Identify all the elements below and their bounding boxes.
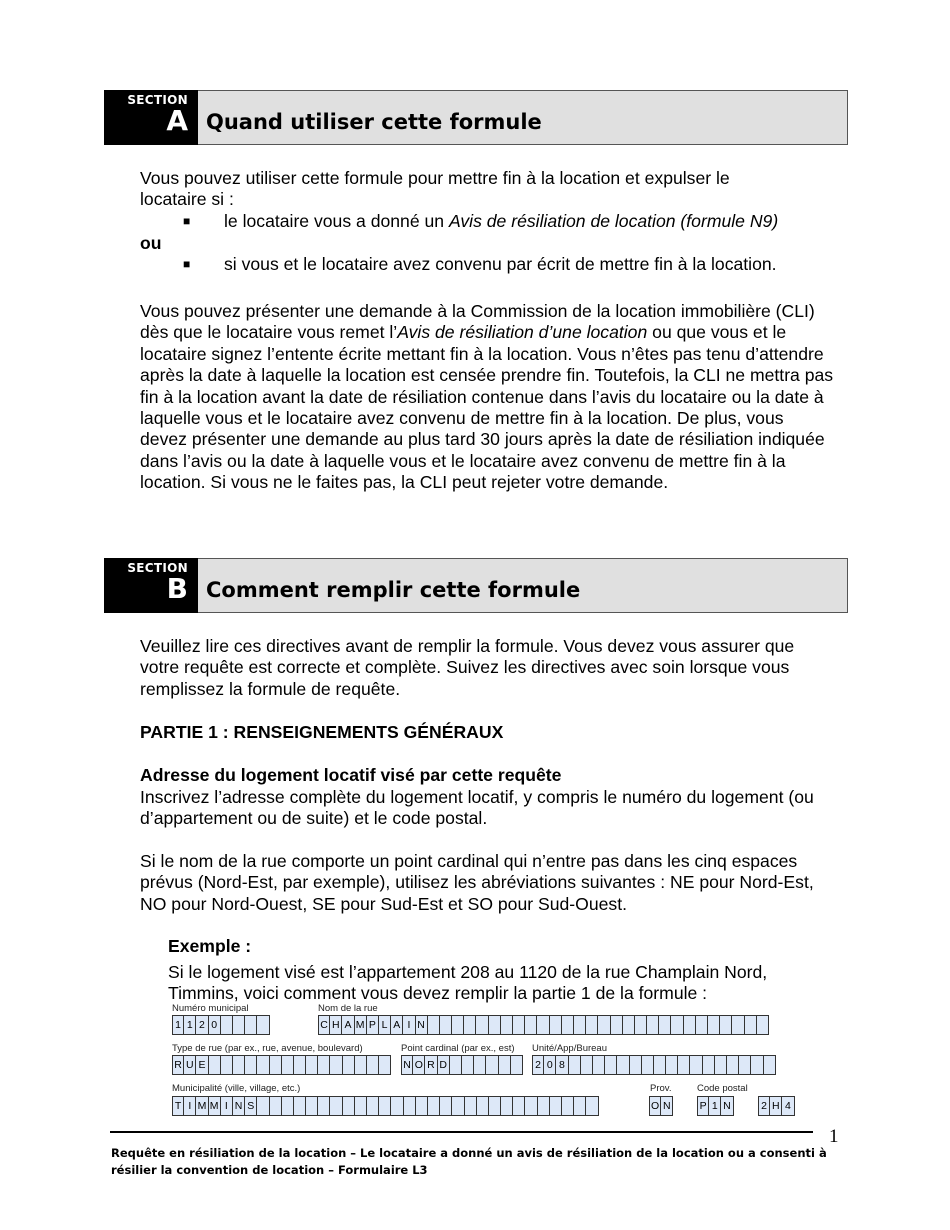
- direction-boxes: [401, 1055, 523, 1075]
- form-box: [257, 1096, 269, 1116]
- form-box: [440, 1096, 452, 1116]
- form-box: [642, 1055, 654, 1075]
- form-box: [569, 1055, 581, 1075]
- form-box: S: [245, 1096, 257, 1116]
- section-b-intro: Veuillez lire ces directives avant de remplir la formule. Vous devez vous assurer que votre requête est correcte et complète. Suivez les directives avec soin lorsque vous remplissez la formule de requête.: [140, 636, 795, 699]
- form-box: [574, 1096, 586, 1116]
- form-box: [499, 1055, 511, 1075]
- form-box: [282, 1055, 294, 1075]
- civic-number-boxes: [172, 1015, 270, 1035]
- label-street-type: Type de rue (par ex., rue, avenue, boulevard): [172, 1043, 363, 1054]
- intro-line-1: Vous pouvez utiliser cette formule pour mettre fin à la location et expulser le: [140, 168, 730, 188]
- form-box: H: [330, 1015, 342, 1035]
- form-box: [617, 1055, 629, 1075]
- street-name-boxes: [318, 1015, 769, 1035]
- form-box: P: [367, 1015, 379, 1035]
- unit-boxes: [532, 1055, 776, 1075]
- form-box: N: [721, 1096, 733, 1116]
- label-unit: Unité/App/Bureau: [532, 1043, 607, 1054]
- form-box: [593, 1055, 605, 1075]
- form-box: [678, 1055, 690, 1075]
- form-box: [464, 1015, 476, 1035]
- form-box: [586, 1015, 598, 1035]
- form-box: [404, 1096, 416, 1116]
- form-box: [690, 1055, 702, 1075]
- form-box: I: [403, 1015, 415, 1035]
- form-box: [294, 1096, 306, 1116]
- form-box: [221, 1055, 233, 1075]
- section-a-letter: A: [166, 104, 188, 137]
- form-box: [245, 1015, 257, 1035]
- form-box: [379, 1055, 391, 1075]
- form-box: [562, 1096, 574, 1116]
- form-box: O: [413, 1055, 425, 1075]
- form-box: O: [649, 1096, 661, 1116]
- form-box: [550, 1096, 562, 1116]
- label-province: Prov.: [650, 1083, 672, 1094]
- form-box: [233, 1055, 245, 1075]
- form-box: [739, 1055, 751, 1075]
- form-box: [452, 1096, 464, 1116]
- form-box: [647, 1015, 659, 1035]
- section-b-badge: [104, 558, 198, 613]
- form-box: [343, 1055, 355, 1075]
- form-box: [489, 1096, 501, 1116]
- form-box: [696, 1015, 708, 1035]
- label-direction: Point cardinal (par ex., est): [401, 1043, 515, 1054]
- form-box: T: [172, 1096, 184, 1116]
- form-box: 1: [184, 1015, 196, 1035]
- form-box: [440, 1015, 452, 1035]
- form-box: [257, 1055, 269, 1075]
- section-b-letter: B: [166, 572, 188, 605]
- form-box: 4: [782, 1096, 794, 1116]
- form-box: [486, 1055, 498, 1075]
- bullet-square-icon: ■: [183, 214, 191, 228]
- province-boxes: [649, 1096, 673, 1116]
- intro-line-2: locataire si :: [140, 189, 234, 210]
- form-box: N: [401, 1055, 413, 1075]
- form-box: [708, 1015, 720, 1035]
- part1-heading: PARTIE 1 : RENSEIGNEMENTS GÉNÉRAUX: [140, 722, 504, 742]
- bullet-square-icon: ■: [183, 257, 191, 271]
- form-box: [605, 1055, 617, 1075]
- form-box: [537, 1015, 549, 1035]
- address-text: Inscrivez l’adresse complète du logement locatif, y compris le numéro du logement (ou d’appartement ou de suite) et le code postal.: [140, 787, 814, 829]
- form-box: [465, 1096, 477, 1116]
- form-box: D: [438, 1055, 450, 1075]
- form-box: [671, 1015, 683, 1035]
- form-box: [525, 1096, 537, 1116]
- cardinal-text: Si le nom de la rue comporte un point cardinal qui n’entre pas dans les cinq espaces prévus (Nord-Est, par exemple), utilisez les abréviations suivantes : NE pour Nord-Est, NO pour Nord-Ouest, SE pour Sud-Est et SO pour Sud-Ouest.: [140, 851, 814, 914]
- form-box: [306, 1096, 318, 1116]
- para2-post: ou que vous et le locataire signez l’entente écrite mettant fin à la location. Vous n’êtes pas tenu d’attendre après la date à laquelle la location est censée prendre fin. Toutefois, la CLI ne mettra pas fin à la location avant la date de résiliation contenue dans l’avis du locataire ou la date à laquelle vous et le locataire avez convenu de mettre fin à la location. De plus, vous devez présenter une demande au plus tard 30 jours après la date de résiliation indiquée dans l’avis ou la date à laquelle vous et le locataire avez convenu de mettre fin à la location. Si vous ne le faites pas, la CLI peut rejeter votre demande.: [140, 322, 834, 493]
- form-box: [574, 1015, 586, 1035]
- form-box: [462, 1055, 474, 1075]
- form-box: M: [209, 1096, 221, 1116]
- form-box: H: [770, 1096, 782, 1116]
- form-box: [476, 1015, 488, 1035]
- form-box: [306, 1055, 318, 1075]
- postal-code-boxes-a: [697, 1096, 734, 1116]
- or-word: ou: [140, 233, 162, 253]
- form-box: P: [697, 1096, 709, 1116]
- form-box: [727, 1055, 739, 1075]
- form-box: [703, 1055, 715, 1075]
- form-box: [513, 1015, 525, 1035]
- section-a-label: SECTION: [127, 93, 188, 107]
- form-box: R: [425, 1055, 437, 1075]
- form-box: M: [355, 1015, 367, 1035]
- section-a-badge: [104, 90, 198, 145]
- form-box: [611, 1015, 623, 1035]
- form-box: [330, 1055, 342, 1075]
- label-postal-code: Code postal: [697, 1083, 748, 1094]
- form-box: A: [342, 1015, 354, 1035]
- form-box: [550, 1015, 562, 1035]
- form-box: [257, 1015, 269, 1035]
- form-box: [270, 1055, 282, 1075]
- form-box: [318, 1055, 330, 1075]
- address-heading: Adresse du logement locatif visé par cette requête: [140, 765, 562, 785]
- form-box: [659, 1015, 671, 1035]
- form-box: [270, 1096, 282, 1116]
- form-box: E: [196, 1055, 208, 1075]
- form-box: [732, 1015, 744, 1035]
- form-box: [635, 1015, 647, 1035]
- form-box: [450, 1055, 462, 1075]
- form-box: I: [184, 1096, 196, 1116]
- form-box: [294, 1055, 306, 1075]
- form-box: [428, 1096, 440, 1116]
- section-a-paragraph: [140, 301, 835, 494]
- form-box: [477, 1096, 489, 1116]
- form-box: [757, 1015, 769, 1035]
- form-box: 2: [532, 1055, 544, 1075]
- form-box: 1: [709, 1096, 721, 1116]
- form-box: [282, 1096, 294, 1116]
- form-box: [501, 1096, 513, 1116]
- section-b-label: SECTION: [127, 561, 188, 575]
- form-box: [501, 1015, 513, 1035]
- form-box: 8: [556, 1055, 568, 1075]
- form-box: 1: [172, 1015, 184, 1035]
- form-box: M: [196, 1096, 208, 1116]
- label-municipality: Municipalité (ville, village, etc.): [172, 1083, 301, 1094]
- section-a-header: [104, 90, 848, 145]
- form-box: N: [661, 1096, 673, 1116]
- label-street-name: Nom de la rue: [318, 1003, 378, 1014]
- bullet-item-1: [224, 211, 778, 232]
- form-box: [598, 1015, 610, 1035]
- form-box: [209, 1055, 221, 1075]
- form-box: [452, 1015, 464, 1035]
- form-box: [525, 1015, 537, 1035]
- section-a-intro: [140, 168, 840, 211]
- form-box: 0: [544, 1055, 556, 1075]
- para2-italic: Avis de résiliation d’une location: [397, 322, 648, 343]
- form-box: N: [233, 1096, 245, 1116]
- label-civic-number: Numéro municipal: [172, 1003, 249, 1014]
- form-box: [511, 1055, 523, 1075]
- form-box: [245, 1055, 257, 1075]
- footer-text: Requête en résiliation de la location – Le locataire a donné un avis de résiliation de la location ou a consenti à résilier la convention de location – Formulaire L3: [111, 1146, 827, 1177]
- para2-pre: Vous pouvez présenter une demande à la Commission de la location immobilière (CLI) dès que le locataire vous remet l’: [140, 301, 815, 343]
- form-box: [221, 1015, 233, 1035]
- form-box: C: [318, 1015, 330, 1035]
- section-b-header: [104, 558, 848, 613]
- municipality-boxes: [172, 1096, 599, 1116]
- form-box: [751, 1055, 763, 1075]
- form-box: [720, 1015, 732, 1035]
- form-box: [355, 1055, 367, 1075]
- form-box: [745, 1015, 757, 1035]
- form-box: [379, 1096, 391, 1116]
- footer-divider: [110, 1131, 813, 1133]
- example-heading: Exemple :: [168, 936, 252, 956]
- street-type-boxes: [172, 1055, 391, 1075]
- form-box: [513, 1096, 525, 1116]
- form-box: [630, 1055, 642, 1075]
- form-box: I: [221, 1096, 233, 1116]
- form-box: [343, 1096, 355, 1116]
- form-box: [581, 1055, 593, 1075]
- form-box: [474, 1055, 486, 1075]
- example-text: Si le logement visé est l’appartement 208 au 1120 de la rue Champlain Nord, Timmins, voici comment vous devez remplir la partie 1 de la formule :: [168, 962, 768, 1004]
- form-box: [562, 1015, 574, 1035]
- form-box: R: [172, 1055, 184, 1075]
- form-box: 2: [758, 1096, 770, 1116]
- form-box: [355, 1096, 367, 1116]
- form-box: [538, 1096, 550, 1116]
- form-box: [715, 1055, 727, 1075]
- form-box: [623, 1015, 635, 1035]
- form-box: [391, 1096, 403, 1116]
- form-box: 0: [209, 1015, 221, 1035]
- postal-code-boxes-b: [758, 1096, 795, 1116]
- form-box: U: [184, 1055, 196, 1075]
- form-box: [586, 1096, 598, 1116]
- form-box: [318, 1096, 330, 1116]
- form-box: [367, 1096, 379, 1116]
- bullet-item-2: si vous et le locataire avez convenu par écrit de mettre fin à la location.: [224, 254, 777, 274]
- form-box: L: [379, 1015, 391, 1035]
- form-box: [666, 1055, 678, 1075]
- bullet-1-italic: Avis de résiliation de location (formule N9): [448, 211, 779, 231]
- form-box: [428, 1015, 440, 1035]
- form-box: N: [416, 1015, 428, 1035]
- form-box: [654, 1055, 666, 1075]
- form-box: [489, 1015, 501, 1035]
- form-box: 2: [196, 1015, 208, 1035]
- page-number: 1: [829, 1126, 839, 1147]
- form-box: [367, 1055, 379, 1075]
- form-box: [764, 1055, 776, 1075]
- form-box: A: [391, 1015, 403, 1035]
- section-b-title: Comment remplir cette formule: [206, 578, 581, 602]
- bullet-1-text: le locataire vous a donné un: [224, 211, 449, 231]
- form-box: [684, 1015, 696, 1035]
- form-box: [233, 1015, 245, 1035]
- form-box: [416, 1096, 428, 1116]
- form-box: [330, 1096, 342, 1116]
- section-a-title: Quand utiliser cette formule: [206, 110, 542, 134]
